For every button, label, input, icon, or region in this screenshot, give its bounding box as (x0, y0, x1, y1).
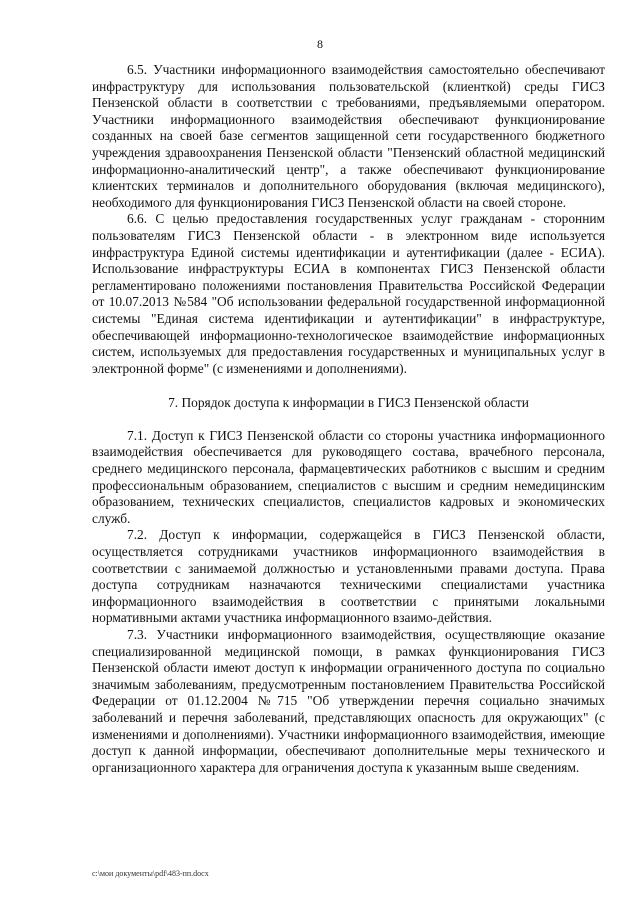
paragraph-7-3: 7.3. Участники информационного взаимодействия, осуществляющие оказание специализированной медицинской помощи, в рамках функционирования ГИСЗ Пензенской области имеют доступ к информации ограниченного доступа по социально значимым заболеваниям, предусмотренным постановлением Правительства Российской Федерации от 01.12.2004 №715 "Об утверждении перечня социально значимых заболеваний и перечня заболеваний, представляющих опасность для окружающих" (с изменениями и дополнениями). Участники информационного взаимодействия, имеющие доступ к данной информации, обеспечивают дополнительные меры технического и организационного характера для ограничения доступа к указанным выше сведениям. (92, 627, 605, 775)
footer-file-path: c:\мои документы\pdf\483-пп.docx (92, 869, 209, 878)
paragraph-6-6: 6.6. С целью предоставления государственных услуг гражданам - сторонним пользователям ГИСЗ Пензенской области - в электронном виде используется инфраструктура Единой системы идентификации и аутентификации (далее - ЕСИА). Использование инфраструктуры ЕСИА в компонентах ГИСЗ Пензенской области регламентировано положениями постановления Правительства Российской Федерации от 10.07.2013 №584 "Об использовании федеральной государственной информационной системы "Единая система идентификации и аутентификации" в инфраструктуре, обеспечивающей информационно-технологическое взаимодействие информационных систем, используемых для предоставления государственных и муниципальных услуг в электронной форме" (с изменениями и дополнениями). (92, 211, 605, 376)
section-heading-7: 7. Порядок доступа к информации в ГИСЗ Пензенской области (168, 395, 529, 411)
paragraph-6-5: 6.5. Участники информационного взаимодействия самостоятельно обеспечивают инфраструктуру для использования пользовательской (клиенткой) среды ГИСЗ Пензенской области в соответствии с требованиями, предъявляемыми оператором. Участники информационного взаимодействия обеспечивают функционирование созданных на своей базе сегментов защищенной сети государственного бюджетного учреждения здравоохранения Пензенской области "Пензенский областной медицинский информационно-аналитический центр", а также обеспечивают функционирование клиентских терминалов и дополнительного оборудования (включая медицинского), необходимого для функционирования ГИСЗ Пензенской области на своей стороне. (92, 62, 605, 210)
paragraph-7-2: 7.2. Доступ к информации, содержащейся в ГИСЗ Пензенской области, осуществляется сотрудниками участников информационного взаимодействия в соответствии с занимаемой должностью и установленными правами доступа. Права доступа сотрудникам назначаются техническими специалистами участника информационного взаимодействия в соответствии с принятыми локальными нормативными актами участника информационного взаимо-действия. (92, 527, 605, 626)
document-body (92, 62, 605, 776)
paragraph-7-1: 7.1. Доступ к ГИСЗ Пензенской области со стороны участника информационного взаимодействия обеспечивается для руководящего состава, врачебного персонала, среднего медицинского персонала, фармацевтических работников с высшим и средним профессиональным образованием, специалистов с высшим и средним немедицинским образованием, технических специалистов, специалистов кадровых и экономических служб. (92, 427, 605, 526)
page-number: 8 (317, 37, 323, 51)
